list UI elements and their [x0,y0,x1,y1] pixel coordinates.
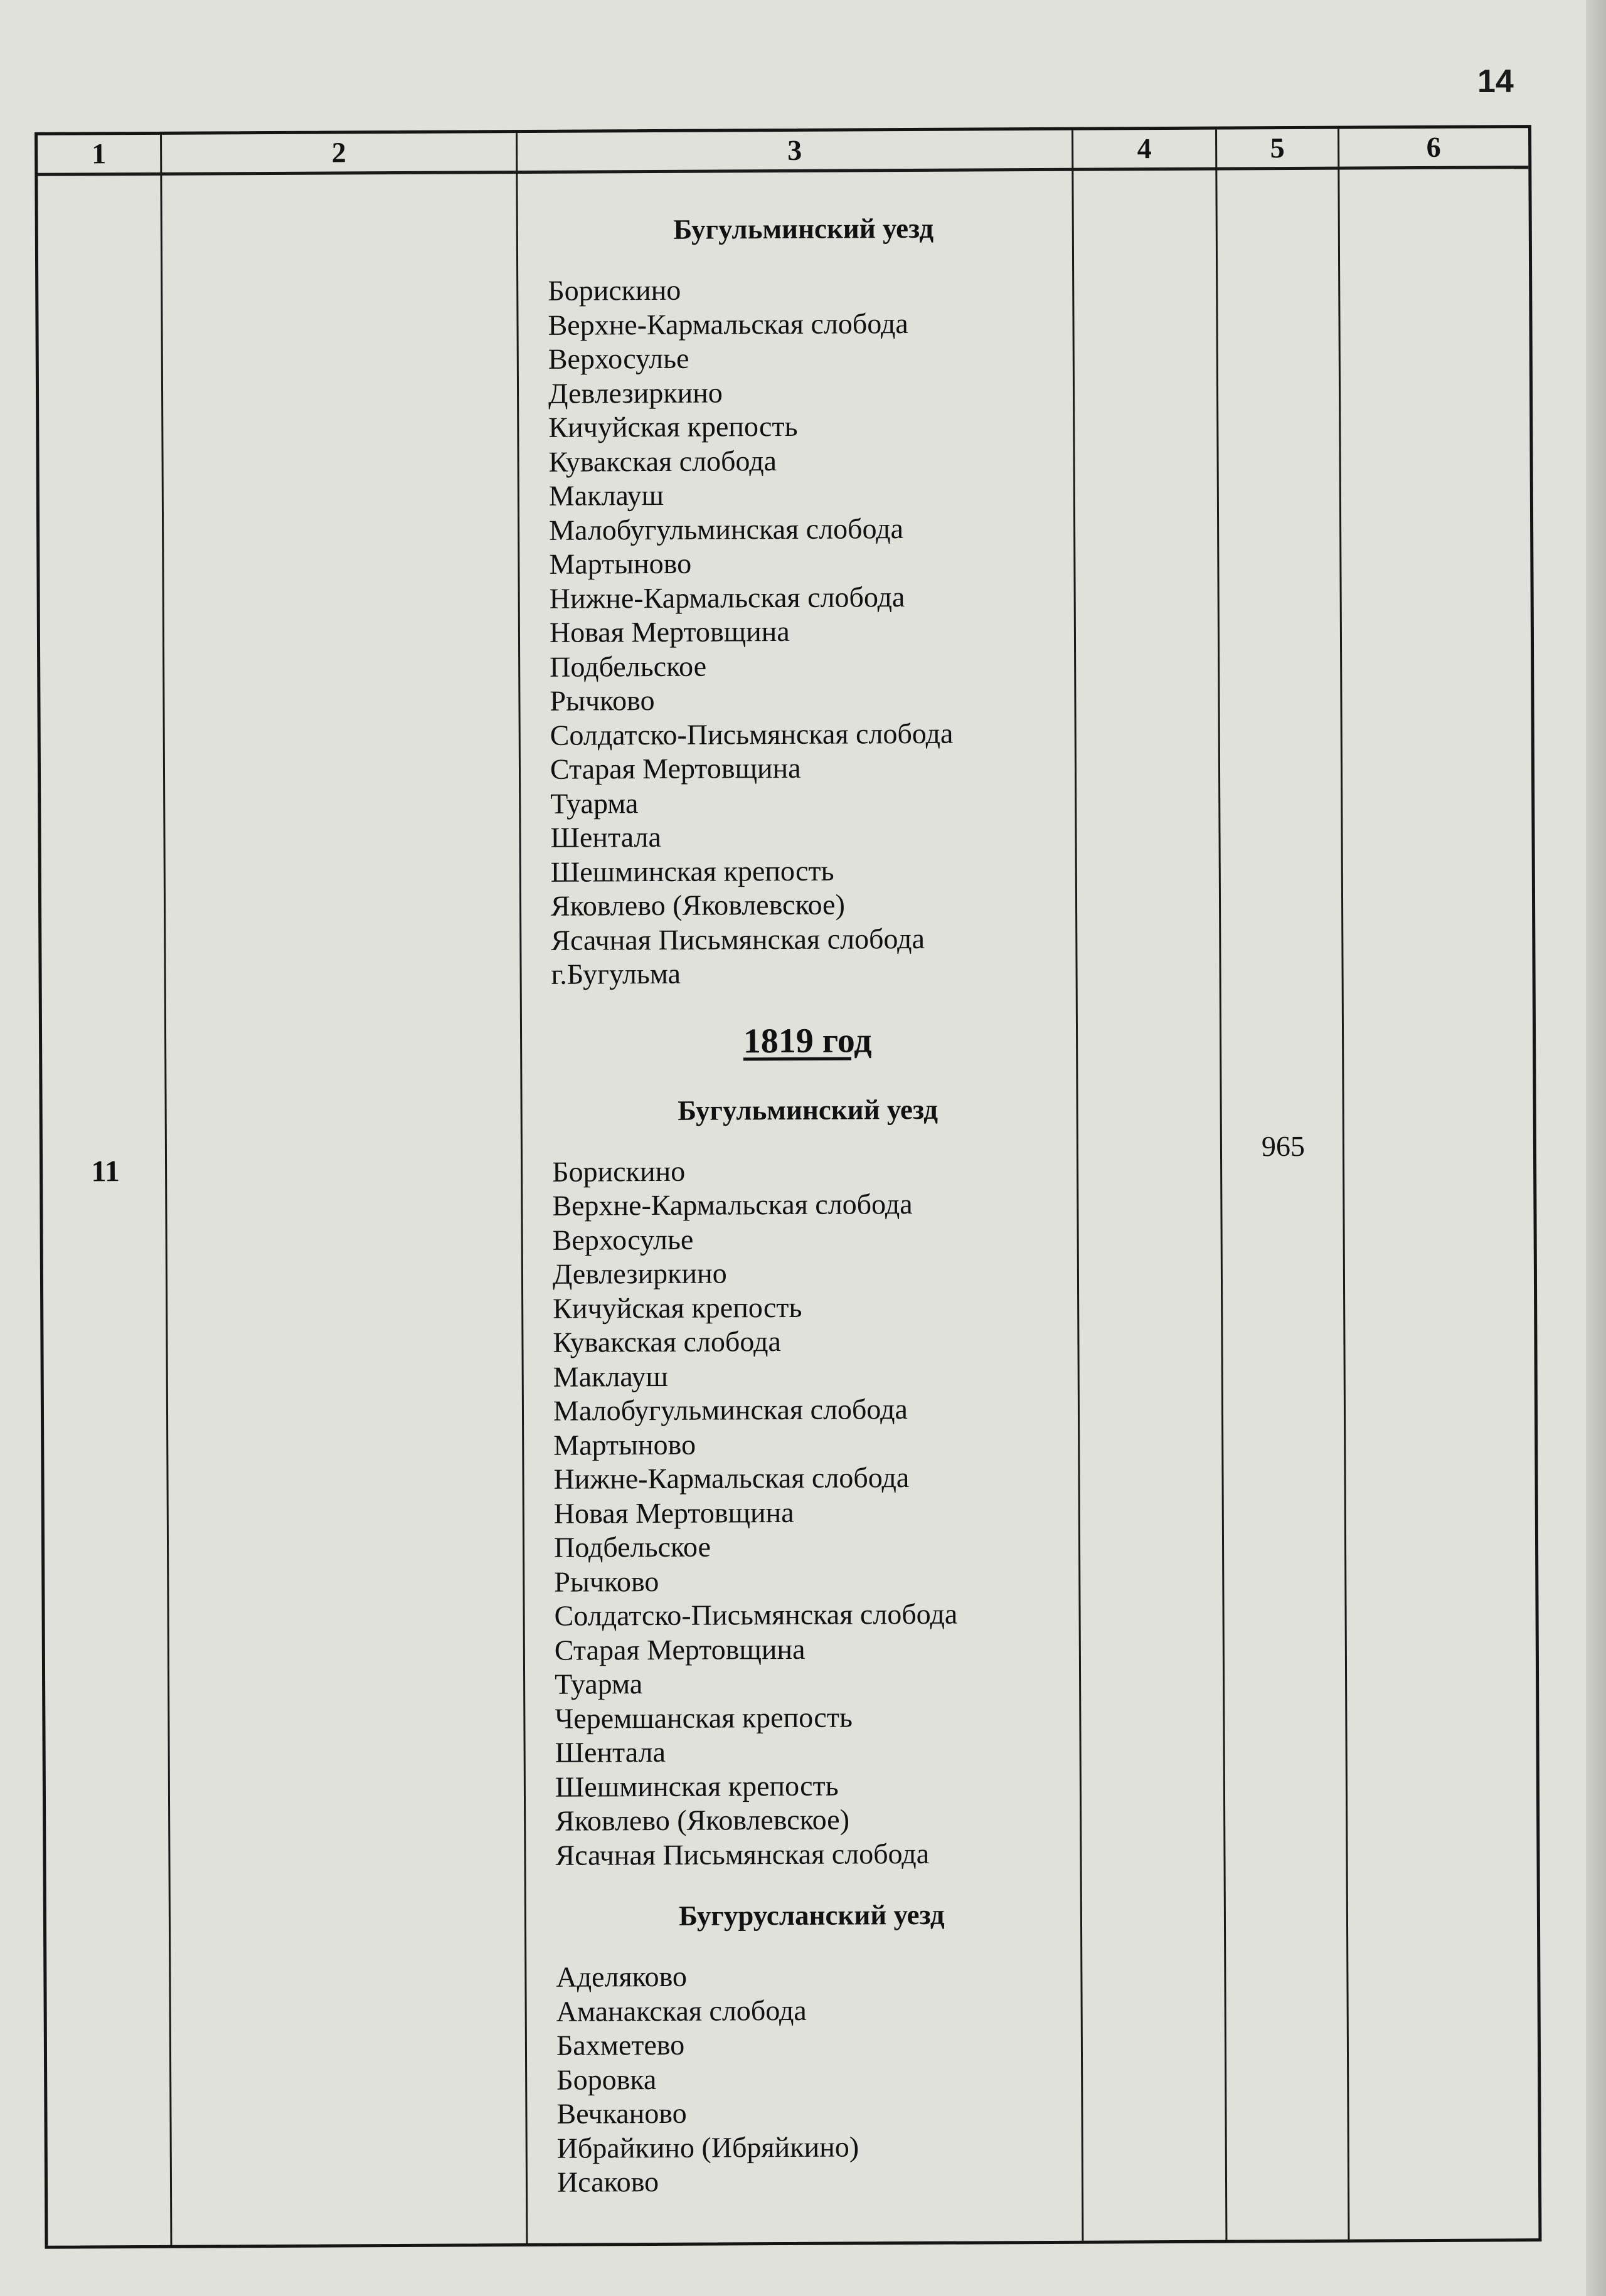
settlement-item: Шентала [550,820,661,854]
settlement-item: Мартыново [549,547,692,580]
settlement-item: Туарма [550,786,639,820]
settlement-item: Верхосулье [552,1223,694,1256]
column-divider [160,135,172,2245]
settlement-item: Борискино [551,1155,686,1188]
settlement-item: Девлезиркино [552,1257,727,1290]
settlement-item: Борискино [548,273,681,307]
column-header-5: 5 [1270,132,1285,164]
settlement-item: Исаково [556,2166,659,2198]
settlement-item: Боровка [556,2063,657,2096]
settlement-item: Мартыново [553,1428,696,1461]
settlement-list [521,272,1090,992]
column-divider [1215,130,1227,2240]
column-header-1: 1 [92,137,107,170]
settlement-item: Старая Мертовщина [554,1632,806,1666]
settlement-item: Кувакская слобода [548,444,777,478]
column-header-2: 2 [331,136,346,169]
settlement-item: Туарма [554,1668,643,1700]
settlement-item: Яковлево (Яковлевское) [555,1803,850,1837]
settlement-item: Рычково [554,1565,659,1598]
year-heading: 1819 год [743,1020,872,1061]
column-header-4: 4 [1137,132,1152,165]
register-table [35,125,1541,2249]
settlement-count: 965 [1261,1129,1306,1163]
settlement-item: Подбельское [550,650,707,683]
settlement-item: Вечканово [556,2097,687,2130]
district-heading: Бугульминский уезд [678,1093,939,1126]
settlement-item: Кичуйская крепость [553,1291,802,1325]
column-divider [1337,129,1349,2240]
settlement-item: Аманакская слобода [556,1994,807,2028]
settlement-item: Маклауш [553,1360,668,1393]
settlement-item: Подбельское [553,1530,711,1563]
column-header-3: 3 [787,134,802,166]
settlement-item: Ясачная Письмянская слобода [551,922,925,956]
settlement-item: Яковлево (Яковлевское) [550,888,845,922]
settlement-item: Аделяково [556,1960,688,1993]
settlement-item: Девлезиркино [548,376,723,410]
settlement-item: Верхосулье [548,342,689,375]
settlement-item: Нижне-Кармальская слобода [553,1461,910,1495]
settlement-item: Солдатско-Письмянская слобода [550,717,954,751]
settlement-item: Старая Мертовщина [550,751,801,785]
settlement-item: Новая Мертовщина [553,1496,794,1530]
page-edge [1586,0,1606,2296]
settlement-item: Маклауш [548,479,664,512]
column-header-6: 6 [1426,130,1441,163]
settlement-item: Черемшанская крепость [555,1700,853,1735]
district-heading: Бугульминский уезд [673,212,934,245]
settlement-item: Нижне-Кармальская слобода [549,580,905,615]
settlement-item: г.Бугульма [551,957,681,990]
settlement-item: Кичуйская крепость [548,410,798,443]
settlement-item: Малобугульминская слобода [553,1393,908,1427]
settlement-item: Верхне-Кармальская слобода [548,307,908,341]
row-number: 11 [91,1155,120,1188]
settlement-list [529,1958,1095,2200]
settlement-item: Солдатско-Письмянская слобода [554,1597,958,1632]
settlement-item: Ибрайкино (Ибряйкино) [556,2130,859,2164]
settlement-item: Малобугульминская слобода [548,512,904,546]
settlement-item: Новая Мертовщина [549,615,790,648]
settlement-item: Бахметево [556,2028,685,2061]
settlement-list-column [521,209,1095,2200]
settlement-item: Верхне-Кармальская слобода [552,1188,913,1222]
settlement-item: Кувакская слобода [553,1325,781,1358]
settlement-list [526,1152,1094,1873]
district-heading: Бугурусланский уезд [679,1898,945,1932]
settlement-item: Рычково [550,684,655,717]
settlement-item: Шешминская крепость [550,854,834,888]
settlement-item: Шешминская крепость [555,1769,839,1803]
settlement-item: Шентала [555,1735,666,1769]
page-number: 14 [1477,63,1514,100]
settlement-item: Ясачная Письмянская слобода [555,1837,930,1871]
